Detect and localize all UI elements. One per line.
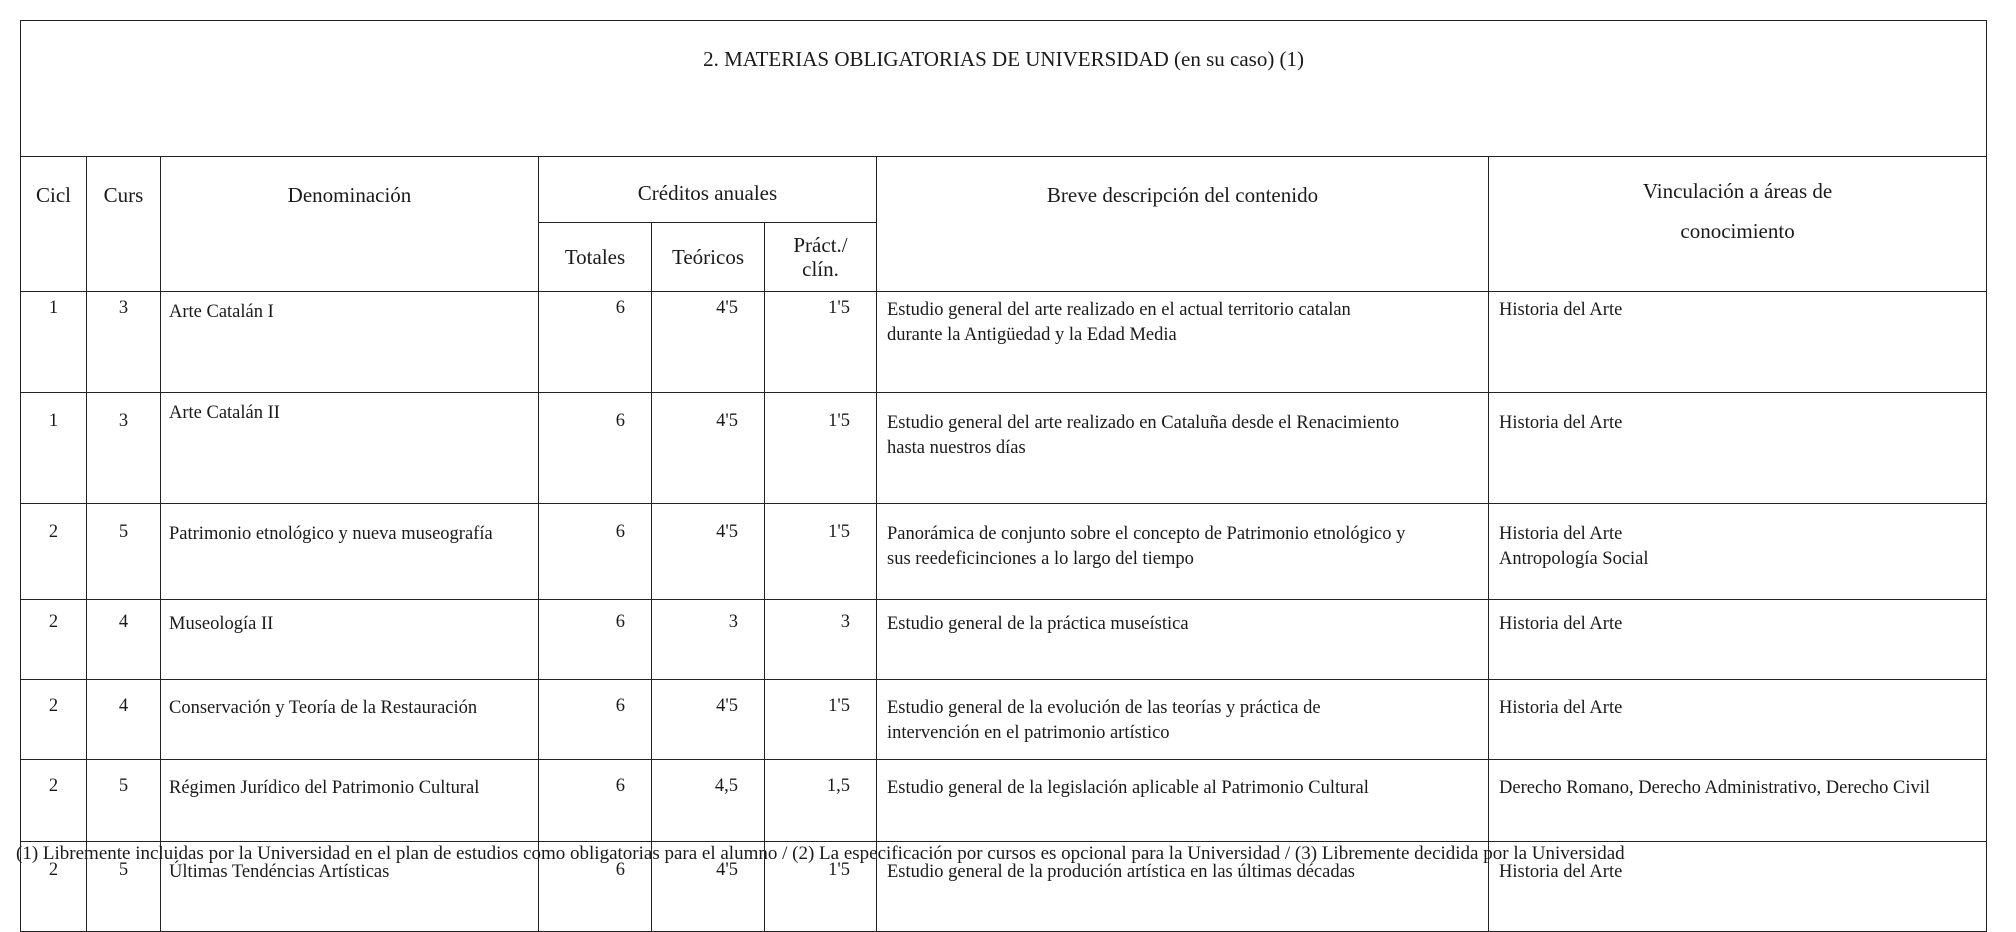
- table-row: [21, 760, 1987, 842]
- cell-area: [1489, 600, 1987, 680]
- cell-totales: 6: [539, 292, 652, 393]
- subjects-table: [20, 20, 1987, 932]
- descripcion-line1: Estudio general del arte realizado en el actual territorio catalan: [887, 300, 1351, 320]
- cell-practicos: 1,5: [765, 760, 877, 842]
- document-page: [20, 20, 1986, 932]
- header-vinculacion-line1: Vinculación a áreas de: [1642, 179, 1833, 203]
- header-descripcion: Breve descripción del contenido: [877, 157, 1489, 292]
- cell-cicl: 1: [21, 292, 87, 393]
- cell-cicl: 1: [21, 393, 87, 504]
- cell-curs: 5: [87, 842, 161, 932]
- cell-area: [1489, 760, 1987, 842]
- table-title: [21, 21, 1987, 157]
- cell-teoricos: 4'5: [652, 292, 765, 393]
- area-line1: Historia del Arte: [1499, 300, 1623, 320]
- header-cicl: Cicl: [21, 157, 87, 292]
- cell-practicos: 1'5: [765, 292, 877, 393]
- cell-descripcion: [877, 600, 1489, 680]
- cell-practicos: 1'5: [765, 504, 877, 600]
- cell-cicl: 2: [21, 600, 87, 680]
- header-curs: Curs: [87, 157, 161, 292]
- descripcion-line1: Estudio general de la legislación aplicable al Patrimonio Cultural: [887, 778, 1369, 798]
- cell-cicl: 2: [21, 842, 87, 932]
- cell-curs: 5: [87, 504, 161, 600]
- cell-totales: 6: [539, 393, 652, 504]
- cell-denominacion: Régimen Jurídico del Patrimonio Cultural: [161, 760, 539, 842]
- cell-curs: 4: [87, 680, 161, 760]
- cell-teoricos: 4,5: [652, 760, 765, 842]
- cell-denominacion: Últimas Tendéncias Artísticas: [161, 842, 539, 932]
- cell-totales: 6: [539, 760, 652, 842]
- table-row: [21, 292, 1987, 393]
- area-line2: Antropología Social: [1499, 549, 1649, 569]
- cell-curs: 3: [87, 393, 161, 504]
- table-title-suffix: (en su caso) (1): [1174, 47, 1305, 71]
- header-practicos-line1: Práct./: [793, 233, 848, 257]
- cell-totales: 6: [539, 504, 652, 600]
- cell-descripcion: [877, 760, 1489, 842]
- descripcion-line1: Estudio general de la produción artística en las últimas décadas: [887, 862, 1355, 882]
- cell-teoricos: 4'5: [652, 842, 765, 932]
- cell-area: [1489, 393, 1987, 504]
- descripcion-line2: sus reedeficinciones a lo largo del tiempo: [887, 549, 1194, 569]
- cell-practicos: 1'5: [765, 393, 877, 504]
- descripcion-line2: durante la Antigüedad y la Edad Media: [887, 325, 1177, 345]
- cell-totales: 6: [539, 680, 652, 760]
- area-line1: Historia del Arte: [1499, 698, 1623, 718]
- cell-curs: 3: [87, 292, 161, 393]
- descripcion-line2: hasta nuestros días: [887, 438, 1026, 458]
- header-denominacion: Denominación: [161, 157, 539, 292]
- cell-curs: 4: [87, 600, 161, 680]
- cell-denominacion: Museología II: [161, 600, 539, 680]
- header-practicos-line2: clín.: [802, 257, 839, 281]
- cell-area: [1489, 292, 1987, 393]
- cell-teoricos: 3: [652, 600, 765, 680]
- cell-teoricos: 4'5: [652, 504, 765, 600]
- cell-denominacion: Conservación y Teoría de la Restauración: [161, 680, 539, 760]
- header-creditos: Créditos anuales: [539, 157, 877, 223]
- cell-practicos: 3: [765, 600, 877, 680]
- footnote: (1) Libremente incluidas por la Universidad en el plan de estudios como obligatorias para el alumno / (2) La especificación por cursos es opcional para la Universidad / (3) Libremente decidida por la Universidad: [16, 843, 1625, 864]
- table-row: [21, 680, 1987, 760]
- cell-cicl: 2: [21, 760, 87, 842]
- cell-area: [1489, 680, 1987, 760]
- cell-teoricos: 4'5: [652, 680, 765, 760]
- descripcion-line1: Estudio general de la evolución de las teorías y práctica de: [887, 698, 1321, 718]
- header-vinculacion: [1489, 157, 1987, 292]
- header-vinculacion-line2: conocimiento: [1680, 219, 1795, 243]
- cell-curs: 5: [87, 760, 161, 842]
- cell-denominacion: Patrimonio etnológico y nueva museografía: [161, 504, 539, 600]
- table-title-main: 2. MATERIAS OBLIGATORIAS DE UNIVERSIDAD: [703, 47, 1169, 71]
- descripcion-line1: Estudio general de la práctica museística: [887, 614, 1189, 634]
- cell-denominacion: Arte Catalán II: [161, 393, 539, 504]
- cell-area: [1489, 504, 1987, 600]
- cell-descripcion: [877, 393, 1489, 504]
- area-line1: Historia del Arte: [1499, 413, 1623, 433]
- table-row: [21, 393, 1987, 504]
- cell-denominacion: Arte Catalán I: [161, 292, 539, 393]
- area-line1: Derecho Romano, Derecho Administrativo, Derecho Civil: [1499, 778, 1931, 798]
- table-row: [21, 600, 1987, 680]
- descripcion-line1: Estudio general del arte realizado en Cataluña desde el Renacimiento: [887, 413, 1400, 433]
- header-totales: Totales: [539, 223, 652, 292]
- descripcion-line2: intervención en el patrimonio artístico: [887, 723, 1170, 743]
- cell-descripcion: [877, 680, 1489, 760]
- cell-practicos: 1'5: [765, 680, 877, 760]
- area-line1: Historia del Arte: [1499, 524, 1623, 544]
- area-line1: Historia del Arte: [1499, 862, 1623, 882]
- cell-descripcion: [877, 292, 1489, 393]
- cell-cicl: 2: [21, 504, 87, 600]
- cell-descripcion: [877, 504, 1489, 600]
- header-teoricos: Teóricos: [652, 223, 765, 292]
- cell-totales: 6: [539, 600, 652, 680]
- cell-teoricos: 4'5: [652, 393, 765, 504]
- cell-cicl: 2: [21, 680, 87, 760]
- header-practicos: [765, 223, 877, 292]
- descripcion-line1: Panorámica de conjunto sobre el concepto de Patrimonio etnológico y: [887, 524, 1406, 544]
- cell-totales: 6: [539, 842, 652, 932]
- area-line1: Historia del Arte: [1499, 614, 1623, 634]
- table-row: [21, 504, 1987, 600]
- cell-practicos: 1'5: [765, 842, 877, 932]
